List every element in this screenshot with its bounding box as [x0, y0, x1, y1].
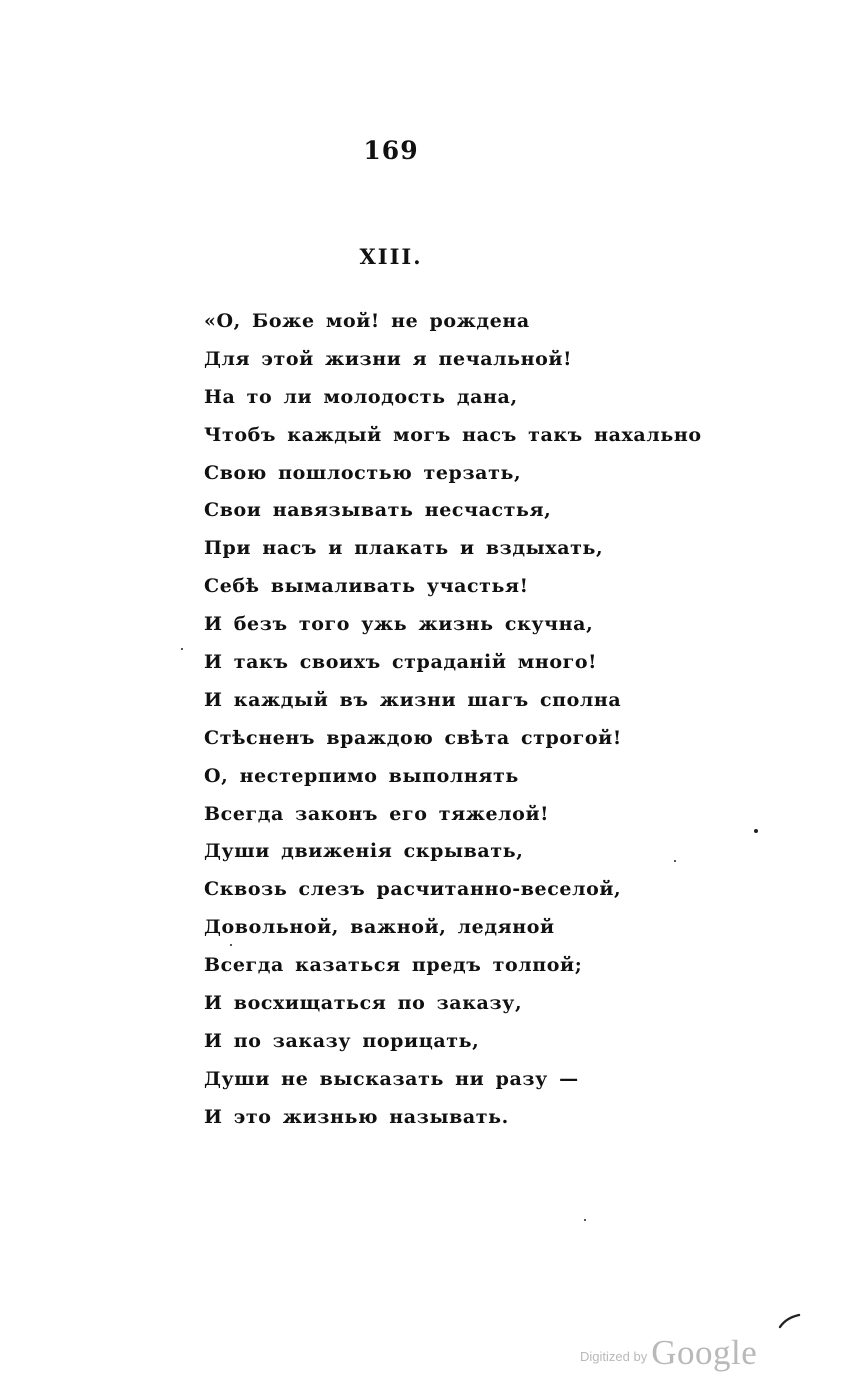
- verse-line: И по заказу порицать,: [204, 1029, 480, 1052]
- verse-line: Себѣ вымаливать участья!: [204, 575, 529, 598]
- verse-line: На то ли молодость дана,: [204, 385, 518, 408]
- page-number: 169: [363, 136, 419, 165]
- verse-line: Чтобъ каждый могъ насъ такъ нахально: [204, 423, 702, 446]
- scan-mark-icon: [778, 1310, 802, 1330]
- verse-line: О, нестерпимо выполнять: [204, 764, 519, 787]
- scan-speck: [674, 860, 676, 862]
- scan-speck: [754, 829, 758, 833]
- verse-line: Сквозь слезъ расчитанно-веселой,: [204, 878, 622, 901]
- verse-line: Всегда законъ его тяжелой!: [204, 802, 550, 825]
- scan-speck: [181, 648, 183, 650]
- poem-stanza: [204, 306, 702, 1140]
- verse-line: И безъ того ужь жизнь скучна,: [204, 613, 594, 636]
- section-heading: XIII.: [359, 244, 423, 269]
- verse-line: Свои навязывать несчастья,: [204, 499, 552, 522]
- verse-line: И это жизнью называть.: [204, 1105, 509, 1128]
- verse-line: И каждый въ жизни шагъ сполна: [204, 688, 622, 711]
- verse-line: Стѣсненъ враждою свѣта строгой!: [204, 726, 622, 749]
- scan-speck: [230, 944, 232, 946]
- scan-speck: [584, 1219, 586, 1221]
- verse-line: Всегда казаться предъ толпой;: [204, 954, 583, 977]
- verse-line: Души движенія скрывать,: [204, 840, 524, 863]
- verse-line: При насъ и плакать и вздыхать,: [204, 537, 604, 560]
- verse-line: Для этой жизни я печальной!: [204, 347, 573, 370]
- watermark-prefix: Digitized by: [580, 1349, 648, 1364]
- verse-line: И восхищаться по заказу,: [204, 992, 523, 1015]
- verse-line: И такъ своихъ страданій много!: [204, 651, 598, 674]
- verse-line: «О, Боже мой! не рождена: [204, 310, 530, 332]
- verse-line: Довольной, важной, ледяной: [204, 916, 555, 939]
- verse-line: Души не высказать ни разу —: [204, 1067, 579, 1090]
- digitized-by-google-watermark: [580, 1333, 757, 1373]
- verse-line: Свою пошлостью терзать,: [204, 461, 522, 484]
- google-wordmark: Google: [651, 1333, 758, 1372]
